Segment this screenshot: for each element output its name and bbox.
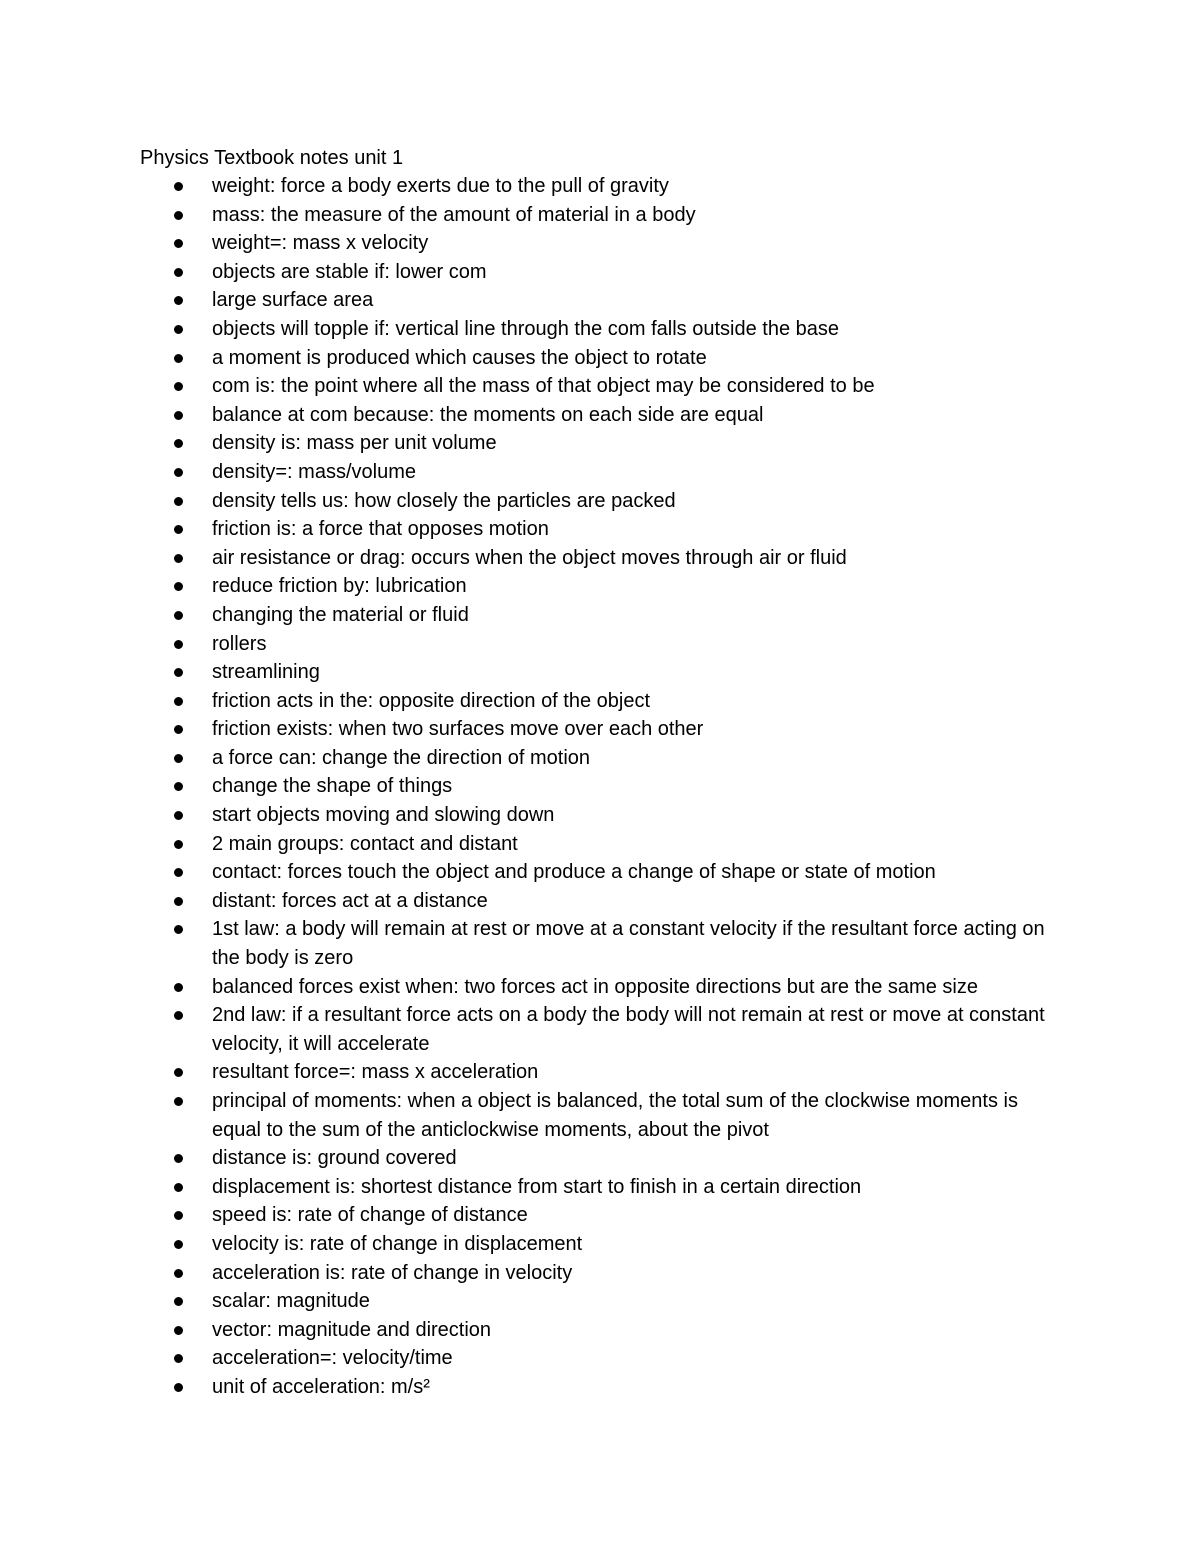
list-item — [0, 887, 1200, 916]
list-item — [0, 658, 1200, 687]
bullet-icon — [174, 1154, 183, 1163]
list-item — [0, 258, 1200, 287]
note-text: streamlining — [212, 661, 320, 684]
note-text: balanced forces exist when: two forces act in opposite directions but are the same size — [212, 975, 978, 998]
list-item — [0, 830, 1200, 859]
bullet-icon — [174, 211, 183, 220]
note-text: scalar: magnitude — [212, 1290, 370, 1313]
note-text: 2nd law: if a resultant force acts on a body the body will not remain at rest or move at constant velocity, it will accelerate — [212, 1004, 1045, 1055]
bullet-icon — [174, 1240, 183, 1249]
list-item — [0, 801, 1200, 830]
note-text: unit of acceleration: m/s² — [212, 1375, 430, 1398]
list-item — [0, 744, 1200, 773]
list-item — [0, 515, 1200, 544]
note-text: distant: forces act at a distance — [212, 889, 488, 912]
bullet-icon — [174, 925, 183, 934]
note-text: principal of moments: when a object is balanced, the total sum of the clockwise moments is equal to the sum of the anticlockwise moments, about the pivot — [212, 1090, 1018, 1141]
note-text: objects will topple if: vertical line through the com falls outside the base — [212, 317, 840, 340]
note-text: com is: the point where all the mass of that object may be considered to be — [212, 375, 875, 398]
list-item — [0, 715, 1200, 744]
note-text: objects are stable if: lower com — [212, 260, 487, 283]
bullet-icon — [174, 497, 183, 506]
list-item — [0, 201, 1200, 230]
list-item — [0, 1344, 1200, 1373]
note-text: change the shape of things — [212, 775, 453, 798]
bullet-icon — [174, 725, 183, 734]
bullet-icon — [174, 840, 183, 849]
list-item — [0, 1173, 1200, 1202]
note-text: density tells us: how closely the particles are packed — [212, 489, 676, 512]
bullet-icon — [174, 182, 183, 191]
list-item — [0, 401, 1200, 430]
note-text: 1st law: a body will remain at rest or move at a constant velocity if the resultant force acting on the body is zero — [212, 918, 1045, 970]
list-item — [0, 315, 1200, 344]
note-text: resultant force=: mass x acceleration — [212, 1061, 539, 1084]
note-text: a force can: change the direction of motion — [212, 746, 591, 769]
bullet-icon — [174, 525, 183, 534]
note-text: start objects moving and slowing down — [212, 804, 555, 827]
note-text: changing the material or fluid — [212, 603, 469, 626]
list-item — [0, 172, 1200, 201]
list-item — [0, 915, 1200, 972]
bullet-icon — [174, 296, 183, 305]
note-text: weight: force a body exerts due to the pull of gravity — [212, 175, 669, 197]
note-text: rollers — [212, 632, 267, 655]
list-item — [0, 572, 1200, 601]
list-item — [0, 1058, 1200, 1087]
note-text: air resistance or drag: occurs when the object moves through air or fluid — [212, 546, 847, 569]
note-text: large surface area — [212, 289, 374, 312]
note-text: speed is: rate of change of distance — [212, 1204, 528, 1227]
note-text: acceleration is: rate of change in velocity — [212, 1261, 573, 1284]
list-item — [0, 229, 1200, 258]
list-item — [0, 772, 1200, 801]
bullet-icon — [174, 754, 183, 763]
list-item — [0, 1287, 1200, 1316]
note-text: friction exists: when two surfaces move over each other — [212, 718, 704, 741]
bullet-icon — [174, 1211, 183, 1220]
list-item — [0, 973, 1200, 1002]
list-item — [0, 630, 1200, 659]
bullet-icon — [174, 554, 183, 563]
bullet-icon — [174, 1068, 183, 1077]
bullet-icon — [174, 239, 183, 248]
bullet-icon — [174, 983, 183, 992]
bullet-icon — [174, 1354, 183, 1363]
list-item — [0, 858, 1200, 887]
note-text: distance is: ground covered — [212, 1147, 457, 1170]
list-item — [0, 601, 1200, 630]
bullet-icon — [174, 1011, 183, 1020]
list-item — [0, 458, 1200, 487]
list-item — [0, 344, 1200, 373]
note-text: friction is: a force that opposes motion — [212, 518, 549, 541]
bullet-icon — [174, 811, 183, 820]
list-item — [0, 687, 1200, 716]
note-text: balance at com because: the moments on each side are equal — [212, 403, 764, 426]
note-text: velocity is: rate of change in displacement — [212, 1232, 583, 1255]
note-text: 2 main groups: contact and distant — [212, 832, 518, 855]
bullet-icon — [174, 1383, 183, 1392]
list-item — [0, 1230, 1200, 1259]
note-text: a moment is produced which causes the object to rotate — [212, 346, 707, 369]
list-item — [0, 1373, 1200, 1402]
note-text: reduce friction by: lubrication — [212, 575, 467, 598]
bullet-icon — [174, 782, 183, 791]
bullet-icon — [174, 1097, 183, 1106]
bullet-icon — [174, 439, 183, 448]
list-item — [0, 286, 1200, 315]
bullet-icon — [174, 1297, 183, 1306]
bullet-icon — [174, 1183, 183, 1192]
note-text: displacement is: shortest distance from start to finish in a certain direction — [212, 1175, 862, 1198]
note-text: acceleration=: velocity/time — [212, 1347, 453, 1370]
list-item — [0, 429, 1200, 458]
bullet-icon — [174, 1269, 183, 1278]
bullet-icon — [174, 411, 183, 420]
note-text: mass: the measure of the amount of material in a body — [212, 203, 696, 226]
list-item — [0, 1259, 1200, 1288]
note-text: density is: mass per unit volume — [212, 432, 497, 455]
note-text: vector: magnitude and direction — [212, 1318, 492, 1341]
bullet-icon — [174, 697, 183, 706]
document-title: Physics Textbook notes unit 1 — [140, 147, 404, 169]
list-item — [0, 544, 1200, 573]
list-item — [0, 1316, 1200, 1345]
bullet-icon — [174, 1326, 183, 1335]
list-item — [0, 372, 1200, 401]
bullet-icon — [174, 582, 183, 591]
list-item — [0, 1001, 1200, 1058]
bullet-icon — [174, 382, 183, 391]
bullet-icon — [174, 268, 183, 277]
note-text: friction acts in the: opposite direction of the object — [212, 689, 651, 712]
note-text: density=: mass/volume — [212, 460, 416, 483]
list-item — [0, 1087, 1200, 1144]
list-item — [0, 1144, 1200, 1173]
note-text: weight=: mass x velocity — [212, 232, 429, 255]
bullet-icon — [174, 611, 183, 620]
list-item — [0, 487, 1200, 516]
bullet-icon — [174, 640, 183, 649]
bullet-icon — [174, 325, 183, 334]
note-text: contact: forces touch the object and produce a change of shape or state of motion — [212, 861, 936, 884]
bullet-icon — [174, 897, 183, 906]
notes-list — [0, 172, 1200, 1402]
bullet-icon — [174, 354, 183, 363]
bullet-icon — [174, 468, 183, 477]
bullet-icon — [174, 668, 183, 677]
bullet-icon — [174, 868, 183, 877]
list-item — [0, 1201, 1200, 1230]
